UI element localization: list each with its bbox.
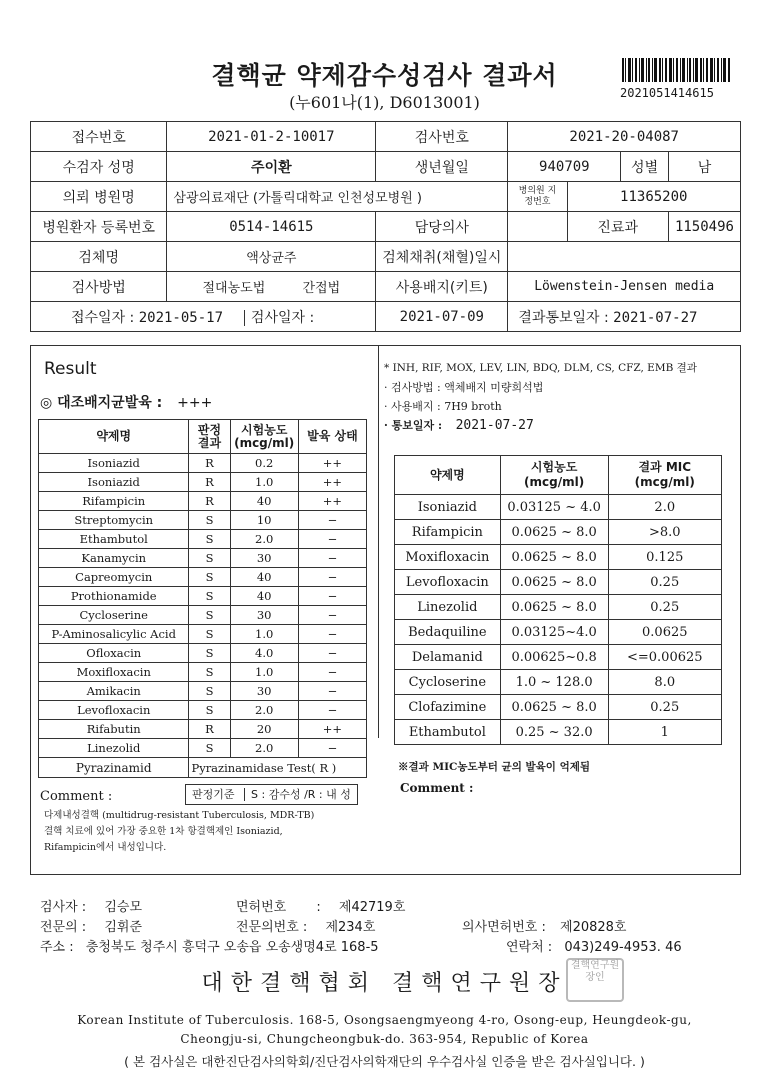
examiner-label: 검사자 : [40, 900, 87, 915]
contact-value: 043)249-4953. 46 [564, 940, 682, 955]
drug-result: R [189, 492, 230, 511]
dates-row-1 [31, 302, 376, 332]
received-label: 접수일자 : [71, 309, 135, 326]
mic-range: 0.0625 ~ 8.0 [500, 595, 608, 620]
drug-conc: 40 [230, 492, 298, 511]
drug-result: S [189, 530, 230, 549]
drug-conc: 10 [230, 511, 298, 530]
drug-name: P-Aminosalicylic Acid [39, 625, 189, 644]
mic-footnote: ※결과 MIC농도부터 균의 발육이 억제됨 [398, 761, 591, 773]
mic-drug-name: Rifampicin [395, 520, 501, 545]
criteria-value: S : 감수성 /R : 내 성 [244, 788, 351, 801]
drug-conc: 2.0 [230, 739, 298, 758]
drug-growth: ++ [298, 720, 366, 739]
drug-conc: 40 [230, 568, 298, 587]
table-row [39, 587, 367, 606]
doctor-license [462, 916, 627, 935]
birth-label: 생년월일 [376, 152, 508, 182]
certification-note: ( 본 검사실은 대한진단검사의학회/진단검사의학재단의 우수검사실 인증을 받은 검사실입니다. ) [124, 1054, 645, 1069]
mic-value: 1 [608, 720, 721, 745]
drug-name: Isoniazid [39, 473, 189, 492]
mic-col-range: 시험농도 (mcg/ml) [500, 456, 608, 495]
table-row [39, 682, 367, 701]
mic-drug-name: Ethambutol [395, 720, 501, 745]
drug-result: S [189, 739, 230, 758]
mic-drug-name: Cycloserine [395, 670, 501, 695]
control-growth [40, 392, 212, 412]
drug-name: Kanamycin [39, 549, 189, 568]
drug-result: S [189, 568, 230, 587]
barcode [622, 58, 730, 82]
drug-result: S [189, 701, 230, 720]
comment-text [44, 808, 364, 856]
patient-reg-label: 병원환자 등록번호 [31, 212, 167, 242]
specimen-label: 검체명 [31, 242, 167, 272]
specialist-number [236, 916, 375, 935]
mic-drug-name: Delamanid [395, 645, 501, 670]
drug-name: Linezolid [39, 739, 189, 758]
reported-date: 2021-07-27 [613, 309, 698, 326]
drug-growth: − [298, 739, 366, 758]
drug-growth: ++ [298, 492, 366, 511]
hospital-label: 의뢰 병원명 [31, 182, 167, 212]
control-growth-value: +++ [177, 395, 213, 411]
doctor-license-label: 의사면허번호 : [462, 920, 546, 935]
comment-line: 결핵 치료에 있어 가장 중요한 1차 항결핵제인 Isoniazid, [44, 826, 283, 837]
criteria-label: 판정기준 [192, 788, 235, 801]
comment-line: Rifampicin에서 내성입니다. [44, 842, 167, 853]
mic-value: 0.25 [608, 595, 721, 620]
table-row [39, 568, 367, 587]
mic-range: 0.03125 ~ 4.0 [500, 495, 608, 520]
table-row [39, 473, 367, 492]
official-seal: 결핵연구원장인 [566, 958, 624, 1002]
drug-conc: 30 [230, 606, 298, 625]
method-label: 검사방법 [31, 272, 167, 302]
mic-report-label: · 통보일자 : [384, 419, 443, 432]
test-no-label: 검사번호 [376, 122, 508, 152]
barcode-number: 2021051414615 [620, 86, 714, 100]
table-row [395, 595, 722, 620]
mic-range: 0.0625 ~ 8.0 [500, 520, 608, 545]
mic-drug-name: Linezolid [395, 595, 501, 620]
specialist-name: 김휘준 [104, 920, 143, 935]
reported-label: 결과통보일자 : [518, 309, 609, 326]
table-row [39, 644, 367, 663]
drug-conc: 30 [230, 682, 298, 701]
hospital-code-label: 병의원 지정번호 [508, 182, 567, 212]
drug-conc: 2.0 [230, 701, 298, 720]
drug-name: Cycloserine [39, 606, 189, 625]
col-result: 판정 결과 [189, 420, 230, 454]
drug-growth: − [298, 682, 366, 701]
drug-growth: − [298, 625, 366, 644]
table-row [39, 663, 367, 682]
mic-range: 0.0625 ~ 8.0 [500, 695, 608, 720]
drug-growth: − [298, 549, 366, 568]
mic-range: 0.03125~4.0 [500, 620, 608, 645]
mic-value: >8.0 [608, 520, 721, 545]
pza-test: Pyrazinamidase Test( R ) [189, 758, 367, 778]
mic-value: 2.0 [608, 495, 721, 520]
drug-result: S [189, 682, 230, 701]
drug-name: Ofloxacin [39, 644, 189, 663]
address [40, 936, 379, 955]
table-row [395, 695, 722, 720]
specialist [40, 916, 142, 935]
patient-name: 주이환 [167, 152, 376, 182]
contact-label: 연락처 : [506, 940, 553, 955]
patient-name-label: 수검자 성명 [31, 152, 167, 182]
drug-name: Isoniazid [39, 454, 189, 473]
mic-drug-name: Bedaquiline [395, 620, 501, 645]
reception-no: 2021-01-2-10017 [167, 122, 376, 152]
hospital-name: 삼광의료재단 (가톨릭대학교 인천성모병원 ) [167, 182, 508, 212]
dept-value: 1150496 [668, 212, 740, 242]
doctor-label: 담당의사 [376, 212, 508, 242]
dates-row-2 [508, 302, 741, 332]
drug-conc: 4.0 [230, 644, 298, 663]
drug-growth: − [298, 511, 366, 530]
drug-result: S [189, 625, 230, 644]
drug-conc: 0.2 [230, 454, 298, 473]
drug-growth: ++ [298, 454, 366, 473]
table-row [395, 520, 722, 545]
mic-value: 8.0 [608, 670, 721, 695]
method-value [167, 272, 376, 302]
sex-value: 남 [668, 152, 740, 182]
contact [506, 936, 682, 955]
english-address-1: Korean Institute of Tuberculosis. 168-5, Osongsaengmyeong 4-ro, Osong-eup, Heungdeok-gu, [77, 1013, 692, 1027]
hospital-code: 11365200 [567, 182, 740, 212]
drug-conc: 20 [230, 720, 298, 739]
mic-col-drug: 약제명 [395, 456, 501, 495]
mic-drug-name: Levofloxacin [395, 570, 501, 595]
specialist-no-value: 제234호 [325, 920, 376, 935]
drug-name: Moxifloxacin [39, 663, 189, 682]
mic-range: 0.00625~0.8 [500, 645, 608, 670]
mic-drug-list: * INH, RIF, MOX, LEV, LIN, BDQ, DLM, CS, CFZ, EMB 결과 [384, 362, 697, 374]
reception-no-label: 접수번호 [31, 122, 167, 152]
col-growth: 발육 상태 [298, 420, 366, 454]
drug-name: Rifampicin [39, 492, 189, 511]
drug-result: S [189, 587, 230, 606]
drug-name: Amikacin [39, 682, 189, 701]
table-row [395, 720, 722, 745]
mic-range: 0.0625 ~ 8.0 [500, 545, 608, 570]
table-row [395, 495, 722, 520]
mic-drug-name: Moxifloxacin [395, 545, 501, 570]
col-drug: 약제명 [39, 420, 189, 454]
mic-notes [384, 359, 739, 435]
drug-name: Rifabutin [39, 720, 189, 739]
table-row [39, 549, 367, 568]
drug-conc: 1.0 [230, 625, 298, 644]
drug-growth: − [298, 644, 366, 663]
license: 면허번호 : 제42719호 [236, 900, 406, 915]
drug-name: Levofloxacin [39, 701, 189, 720]
drug-conc: 1.0 [230, 663, 298, 682]
drug-result: S [189, 644, 230, 663]
drug-growth: − [298, 606, 366, 625]
mic-medium: · 사용배지 : 7H9 broth [384, 400, 502, 413]
mic-drug-name: Clofazimine [395, 695, 501, 720]
specialist-label: 전문의 : [40, 920, 87, 935]
mic-value: <=0.00625 [608, 645, 721, 670]
drug-name: Ethambutol [39, 530, 189, 549]
drug-name: Capreomycin [39, 568, 189, 587]
drug-result: S [189, 511, 230, 530]
drug-growth: − [298, 663, 366, 682]
patient-reg: 0514-14615 [167, 212, 376, 242]
english-address-2: Cheongju-si, Chungcheongbuk-do. 363-954, Republic of Korea [180, 1032, 589, 1046]
drug-growth: − [298, 701, 366, 720]
drug-name: Prothionamide [39, 587, 189, 606]
drug-conc: 40 [230, 587, 298, 606]
mic-comment-label: Comment : [400, 781, 474, 795]
mic-value: 0.125 [608, 545, 721, 570]
mic-col-result: 결과 MIC (mcg/ml) [608, 456, 721, 495]
doctor-license-value: 제20828호 [560, 920, 627, 935]
table-row [39, 739, 367, 758]
medium-value: Löwenstein-Jensen media [508, 272, 741, 302]
table-row [395, 620, 722, 645]
mic-report-date: 2021-07-27 [455, 418, 534, 433]
table-row [39, 720, 367, 739]
drug-conc: 30 [230, 549, 298, 568]
organization-name: 대한결핵협회 결핵연구원장 [201, 971, 568, 996]
table-row [395, 570, 722, 595]
drug-conc: 2.0 [230, 530, 298, 549]
mic-value: 0.25 [608, 695, 721, 720]
table-row [39, 454, 367, 473]
collection-label: 검체채취(채혈)일시 [376, 242, 508, 272]
mic-range: 1.0 ~ 128.0 [500, 670, 608, 695]
drug-growth: − [298, 530, 366, 549]
drug-conc: 1.0 [230, 473, 298, 492]
sex-label: 성별 [621, 152, 669, 182]
tested-date: 2021-07-09 [376, 302, 508, 332]
mic-drug-name: Isoniazid [395, 495, 501, 520]
mic-range: 0.0625 ~ 8.0 [500, 570, 608, 595]
drug-result: R [189, 454, 230, 473]
collection-value [508, 242, 741, 272]
table-row [395, 645, 722, 670]
drug-result: R [189, 720, 230, 739]
pza-drug: Pyrazinamid [39, 758, 189, 778]
document-title: 결핵균 약제감수성검사 결과서 [211, 61, 558, 90]
drug-result: S [189, 549, 230, 568]
col-conc: 시험농도 (mcg/ml) [230, 420, 298, 454]
test-no: 2021-20-04087 [508, 122, 741, 152]
dept-label: 진료과 [567, 212, 668, 242]
drug-name: Streptomycin [39, 511, 189, 530]
tested-label: 검사일자 : [244, 310, 314, 326]
section-divider [378, 346, 379, 738]
license-value: 제42719호 [338, 900, 406, 915]
medium-label: 사용배지(키트) [376, 272, 508, 302]
method-indirect: 간접법 [302, 281, 341, 296]
result-title: Result [44, 359, 97, 379]
mic-value: 0.0625 [608, 620, 721, 645]
table-row [39, 606, 367, 625]
method-absolute: 절대농도법 [202, 281, 266, 296]
drug-growth: ++ [298, 473, 366, 492]
patient-info-table [30, 121, 741, 332]
drug-result: R [189, 473, 230, 492]
birth-date: 940709 [508, 152, 621, 182]
examiner-name: 김승모 [104, 900, 143, 915]
drug-result: S [189, 663, 230, 682]
specialist-no-label: 전문의번호 : [236, 920, 308, 935]
drug-growth: − [298, 587, 366, 606]
drug-result: S [189, 606, 230, 625]
address-value: 충청북도 청주시 흥덕구 오송읍 오송생명4로 168-5 [85, 940, 379, 955]
comment-line: 다제내성결핵 (multidrug-resistant Tuberculosis, MDR-TB) [44, 810, 315, 821]
mic-table [394, 455, 722, 745]
table-row [395, 670, 722, 695]
table-row [395, 545, 722, 570]
mic-method: · 검사방법 : 액체배지 미량희석법 [384, 381, 544, 394]
specimen-value: 액상균주 [167, 242, 376, 272]
examiner [40, 896, 142, 915]
table-row [39, 625, 367, 644]
criteria-box [185, 784, 358, 805]
comment-label: Comment : [40, 789, 113, 804]
table-row [39, 701, 367, 720]
susceptibility-table [38, 419, 367, 778]
address-label: 주소 : [40, 940, 74, 955]
received-date: 2021-05-17 [138, 309, 224, 326]
drug-growth: − [298, 568, 366, 587]
table-row [39, 530, 367, 549]
mic-range: 0.25 ~ 32.0 [500, 720, 608, 745]
control-growth-label: ◎ 대조배지균발육 : [40, 395, 163, 411]
doctor-name [508, 212, 567, 242]
mic-value: 0.25 [608, 570, 721, 595]
table-row [39, 492, 367, 511]
table-row [39, 511, 367, 530]
license-label: 면허번호 [236, 900, 287, 915]
document-code: (누601나(1), D6013001) [289, 93, 480, 112]
